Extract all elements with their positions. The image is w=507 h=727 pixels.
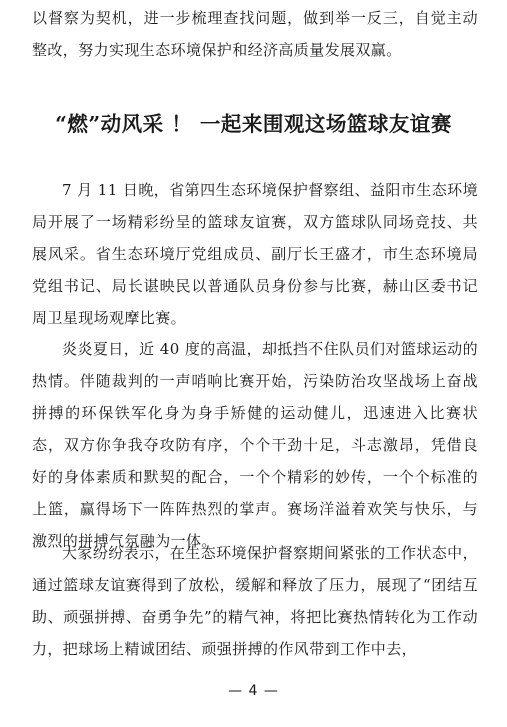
body-paragraph-2: 炎炎夏日，近 40 度的高温，却抵挡不住队员们对篮球运动的热情。伴随裁判的一声哨响比赛开始，污染防治攻坚战场上奋战拼搏的环保铁军化身为身手矫健的运动健儿，迅速进入比赛状态，双方你争我夺攻防有序，个个干劲十足，斗志激昂，凭借良好的身体素质和默契的配合，一个个精彩的妙传，一个个标准的上篮，赢得场下一阵阵热烈的掌声。赛场洋溢着欢笑与快乐，与激烈的拼搏气氛融为一体。 (32, 340, 478, 550)
section-heading: “燃”动风采 ！ 一起来围观这场篮球友谊赛 (55, 112, 452, 136)
intro-paragraph: 以督察为契机，进一步梳理查找问题，做到举一反三，自觉主动整改，努力实现生态环境保护和经济高质量发展双赢。 (32, 9, 478, 59)
body-paragraph-1: 7 月 11 日晚，省第四生态环境保护督察组、益阳市生态环境局开展了一场精彩纷呈的篮球友谊赛，双方篮球队同场竞技、共展风采。省生态环境厅党组成员、副厅长王盛才，市生态环境局党组书记、局长谌映民以普通队员身份参与比赛，赫山区委书记周卫星现场观摩比赛。 (32, 181, 478, 327)
body-paragraph-3: 大家纷纷表示，在生态环境保护督察期间紧张的工作状态中，通过篮球友谊赛得到了放松，缓解和释放了压力，展现了“团结互助、顽强拼搏、奋勇争先”的精气神，将把比赛热情转化为工作动力，把球场上精诚团结、顽强拼搏的作风带到工作中去， (32, 544, 478, 658)
page-number: — 4 — (228, 683, 279, 699)
